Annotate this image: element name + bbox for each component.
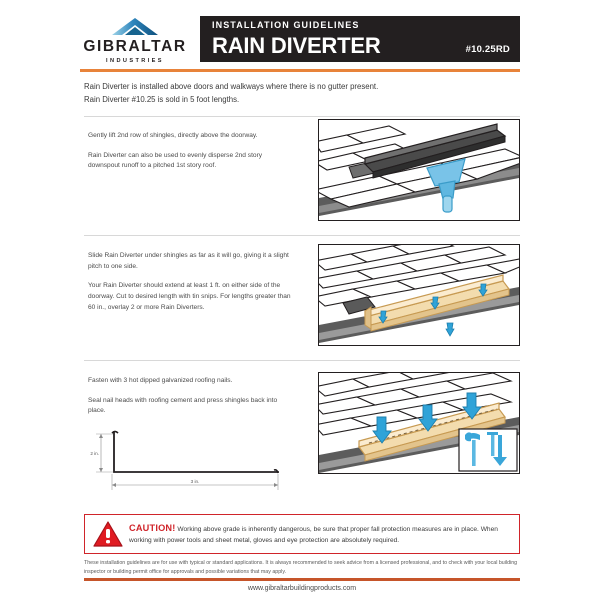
step-3-text: [88, 376, 293, 417]
profile-diagram: [88, 428, 293, 500]
step-1-paragraph-1: Gently lift 2nd row of shingles, directly above the doorway.: [88, 132, 258, 139]
step-1-illustration: [318, 119, 520, 221]
disclaimer-text: These installation guidelines are for use with typical or standard applications. It is always recommended to seek advice from a licensed professional, and to check with your local building inspector or building permit office for approvals and possible variations that may apply.: [84, 560, 518, 575]
brand-wordmark: GIBRALTAR: [83, 38, 187, 55]
caution-label: CAUTION!: [129, 523, 176, 534]
step-3-paragraph-1: Fasten with 3 hot dipped galvanized roofing nails.: [88, 377, 233, 384]
footer-website-url[interactable]: www.gibraltarbuildingproducts.com: [247, 585, 357, 592]
shingles-lift-with-pry-tool-illustration: [319, 120, 519, 220]
caution-box: [84, 514, 520, 554]
step-3-paragraph-2: Seal nail heads with roofing cement and press shingles back into place.: [88, 396, 278, 415]
intro-line-2: Rain Diverter #10.25 is sold in 5 foot lengths.: [84, 94, 240, 104]
brand-logo: [80, 16, 190, 64]
section-divider: [84, 116, 520, 117]
diverter-slid-under-shingles-illustration: [319, 245, 519, 345]
step-2-text: [88, 251, 293, 313]
profile-horizontal-dimension-label: 3 in.: [190, 479, 200, 484]
title-bar: [200, 16, 520, 62]
footer-divider-rule: [84, 578, 520, 581]
caution-message: Working above grade is inherently dangerous, be sure that proper fall protection measures are in place. When working with power tools and sheet metal, gloves and eye protection are absolutely required.: [129, 526, 498, 545]
page-title: RAIN DIVERTER: [212, 33, 381, 58]
brand-subtitle: INDUSTRIES: [106, 57, 164, 64]
part-number: #10.25RD: [465, 44, 510, 55]
caution-text: [129, 521, 511, 547]
intro-line-1: Rain Diverter is installed above doors and walkways where there is no gutter present.: [84, 82, 379, 91]
step-2-paragraph-1: Slide Rain Diverter under shingles as far as it will go, giving it a slight pitch to one side.: [88, 252, 289, 270]
step-2-paragraph-2: Your Rain Diverter should extend at least 1 ft. on either side of the doorway. Cut to desired length with tin snips. For lengths greater than 60 in., overlay 2 or more Rain Diverters.: [88, 282, 291, 311]
intro-text: [84, 81, 520, 106]
section-divider: [84, 360, 520, 361]
rain-diverter-cross-section-profile: [88, 428, 293, 500]
profile-vertical-dimension-label: 2 in.: [90, 451, 99, 456]
section-divider: [84, 235, 520, 236]
warning-triangle-icon: [93, 521, 123, 547]
step-2-illustration: [318, 244, 520, 346]
step-1-paragraph-2: Rain Diverter can also be used to evenly disperse 2nd story downspout runoff to a pitched 1st story roof.: [88, 151, 263, 170]
mountain-chevron-icon: [112, 18, 158, 37]
document-header: [80, 16, 520, 64]
step-3-illustration: [318, 372, 520, 474]
header-divider-rule: [80, 69, 520, 72]
step-1-text: [88, 131, 293, 172]
nailing-diverter-with-hammer-inset-illustration: [319, 373, 519, 473]
header-kicker: INSTALLATION GUIDELINES: [212, 20, 360, 30]
